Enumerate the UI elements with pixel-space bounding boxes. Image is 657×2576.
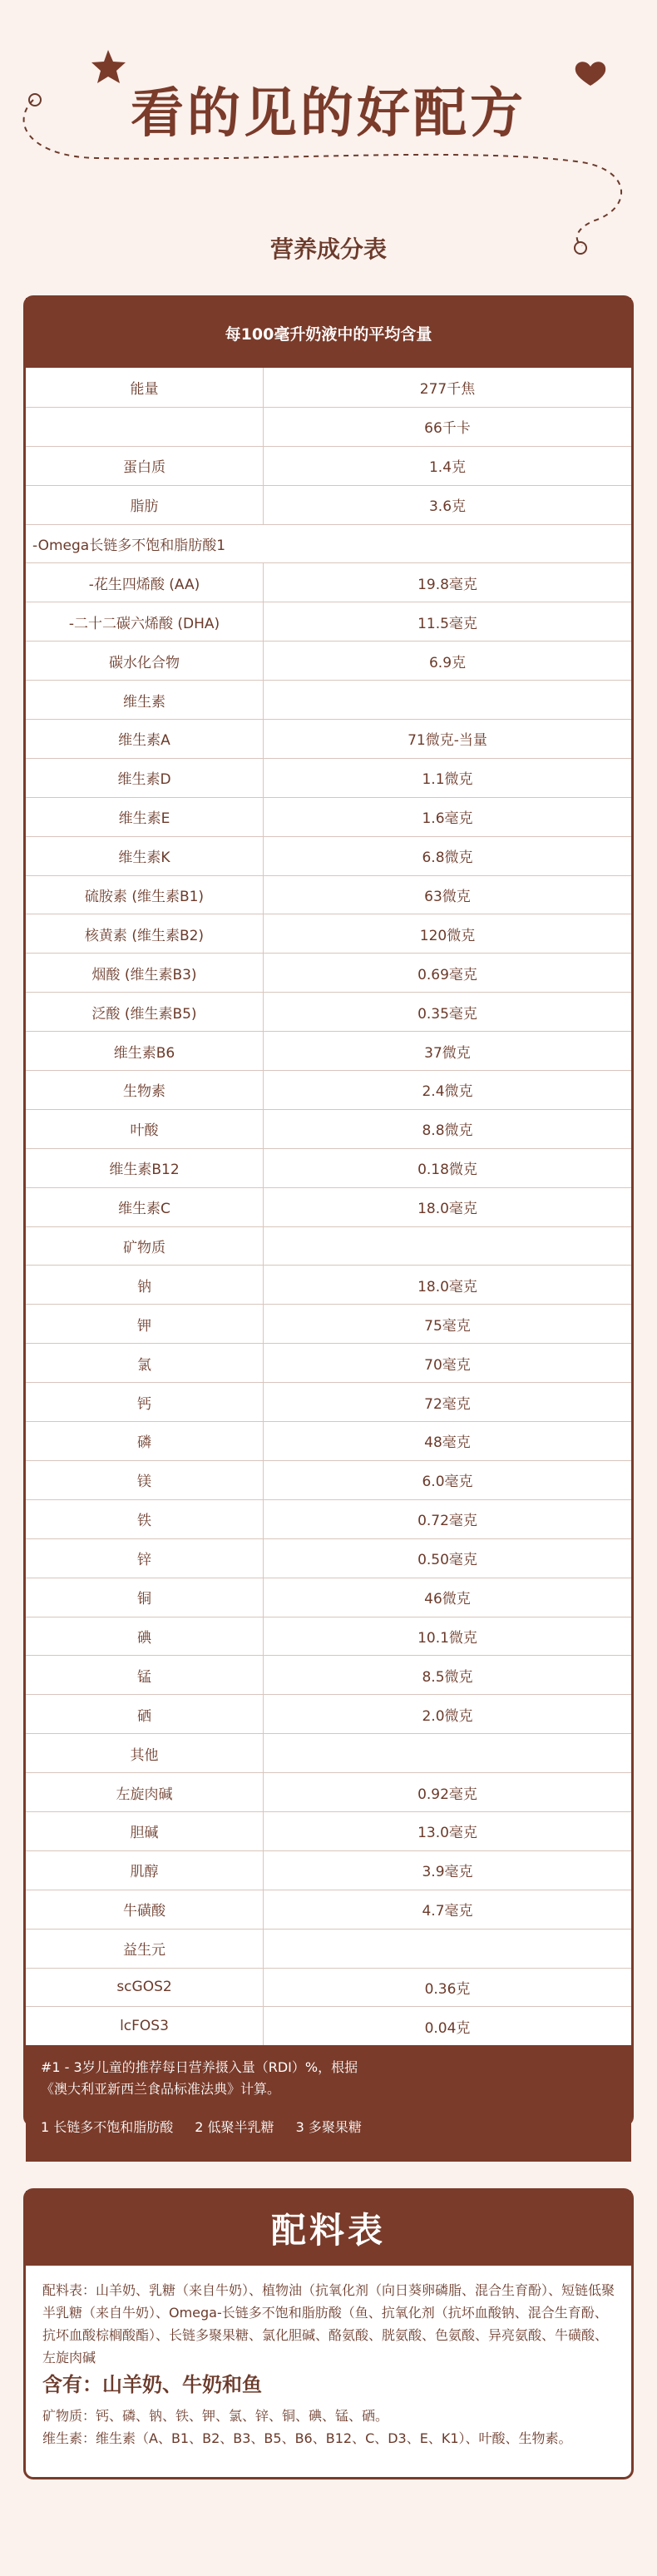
table-footnote bbox=[26, 2045, 631, 2162]
table-row bbox=[26, 1850, 631, 1890]
nutrient-name: 生物素 bbox=[26, 1071, 264, 1109]
table-row bbox=[26, 1968, 631, 2007]
page-subtitle: 营养成分表 bbox=[269, 235, 387, 263]
footnote-line: 《澳大利亚新西兰食品标准法典》计算。 bbox=[41, 2081, 281, 2098]
nutrient-value bbox=[264, 681, 631, 719]
nutrient-name: 益生元 bbox=[26, 1930, 264, 1968]
nutrient-value: 71微克-当量 bbox=[408, 732, 487, 750]
nutrient-name: 蛋白质 bbox=[26, 447, 264, 485]
table-row bbox=[26, 1694, 631, 1733]
nutrient-name: 泛酸 (维生素B5) bbox=[26, 993, 264, 1031]
nutrient-value: 70毫克 bbox=[424, 1356, 471, 1374]
table-row bbox=[26, 368, 631, 407]
nutrient-value bbox=[264, 1734, 631, 1772]
page-title: 看的见的好配方 bbox=[131, 83, 526, 145]
nutrient-value: 4.7毫克 bbox=[422, 1903, 473, 1920]
table-row bbox=[26, 407, 631, 446]
nutrient-value: 1.1微克 bbox=[422, 771, 473, 789]
table-row bbox=[26, 1733, 631, 1772]
table-row bbox=[26, 1343, 631, 1382]
ingredients-text: 配料表：山羊奶、乳糖（来自牛奶）、植物油（抗氧化剂（向日葵卵磷脂、混合生育酚）、短链低聚半乳糖（来自牛奶）、Omega-长链多不饱和脂肪酸（鱼、抗氧化剂（抗坏血酸钠、混合生育酚、抗坏血酸棕榈酸酯）、长链多聚果糖、氯化胆碱、酪氨酸、胱氨酸、色氨酸、异亮氨酸、牛磺酸、左旋肉碱 bbox=[42, 2282, 615, 2365]
table-row bbox=[26, 1304, 631, 1343]
nutrient-value: 48毫克 bbox=[424, 1434, 471, 1452]
nutrient-name: 维生素B6 bbox=[26, 1032, 264, 1070]
nutrient-name: 矿物质 bbox=[26, 1227, 264, 1266]
nutrient-name: scGOS2 bbox=[26, 1969, 264, 2007]
nutrient-name: 碳水化合物 bbox=[26, 642, 264, 680]
table-row bbox=[26, 1499, 631, 1538]
table-row bbox=[26, 485, 631, 524]
nutrient-name: 牛磺酸 bbox=[26, 1890, 264, 1929]
nutrient-name: 锌 bbox=[26, 1539, 264, 1578]
nutrient-value: 120微克 bbox=[419, 927, 476, 944]
table-row bbox=[26, 1538, 631, 1578]
footnote-item: 2 低聚半乳糖 bbox=[195, 2119, 274, 2136]
footnote-item: 3 多聚果糖 bbox=[295, 2119, 362, 2136]
nutrient-value: 8.8微克 bbox=[422, 1122, 473, 1140]
nutrient-name: 维生素D bbox=[26, 759, 264, 797]
ingredients-title: 配料表 bbox=[26, 2191, 631, 2266]
nutrient-value: 0.04克 bbox=[424, 2019, 471, 2037]
table-row bbox=[26, 1890, 631, 1929]
nutrient-value: 0.35毫克 bbox=[417, 1005, 477, 1023]
nutrient-name: 维生素B12 bbox=[26, 1149, 264, 1187]
nutrient-value: 0.36克 bbox=[424, 1980, 471, 1998]
nutrient-value bbox=[264, 1227, 631, 1266]
table-row bbox=[26, 1187, 631, 1226]
nutrient-value: 0.72毫克 bbox=[417, 1513, 477, 1530]
table-row bbox=[26, 1226, 631, 1266]
nutrient-value: 72毫克 bbox=[424, 1395, 471, 1413]
nutrient-name: 胆碱 bbox=[26, 1812, 264, 1850]
table-row bbox=[26, 680, 631, 719]
table-row bbox=[26, 836, 631, 875]
table-row bbox=[26, 524, 631, 563]
table-row bbox=[26, 1460, 631, 1499]
nutrient-name: 锰 bbox=[26, 1656, 264, 1694]
table-body bbox=[26, 368, 631, 2045]
nutrient-value: 66千卡 bbox=[424, 420, 471, 438]
nutrient-value: 277千焦 bbox=[419, 380, 476, 398]
minerals-text: 矿物质：钙、磷、钠、铁、钾、氯、锌、铜、碘、锰、硒。 bbox=[42, 2408, 389, 2424]
nutrient-value bbox=[264, 1930, 631, 1968]
table-row bbox=[26, 1070, 631, 1109]
nutrient-name: 硫胺素 (维生素B1) bbox=[26, 876, 264, 914]
nutrient-value: 46微克 bbox=[424, 1591, 471, 1608]
nutrient-name: 钙 bbox=[26, 1383, 264, 1421]
table-heading: 每100毫升奶液中的平均含量 bbox=[26, 298, 631, 368]
table-row bbox=[26, 1655, 631, 1694]
nutrient-value: 2.0微克 bbox=[422, 1707, 473, 1725]
nutrient-name: 烟酸 (维生素B3) bbox=[26, 954, 264, 992]
nutrition-table bbox=[23, 295, 634, 2136]
nutrient-name: 磷 bbox=[26, 1422, 264, 1460]
nutrient-name: 硒 bbox=[26, 1695, 264, 1733]
nutrient-value: 13.0毫克 bbox=[417, 1825, 477, 1842]
nutrient-name: 铁 bbox=[26, 1500, 264, 1538]
nutrient-value: 11.5毫克 bbox=[417, 615, 477, 632]
nutrient-value: 6.8微克 bbox=[422, 850, 473, 867]
nutrient-name: -Omega长链多不饱和脂肪酸1 bbox=[32, 537, 226, 554]
nutrient-value: 2.4微克 bbox=[422, 1083, 473, 1101]
nutrient-name: 铜 bbox=[26, 1578, 264, 1617]
nutrient-value: 6.0毫克 bbox=[422, 1474, 473, 1491]
table-row bbox=[26, 1772, 631, 1811]
nutrient-name: lcFOS3 bbox=[26, 2007, 264, 2045]
nutrient-value: 0.69毫克 bbox=[417, 966, 477, 983]
nutrient-name: 维生素C bbox=[26, 1188, 264, 1226]
table-row bbox=[26, 992, 631, 1031]
table-row bbox=[26, 2006, 631, 2045]
nutrient-name: 肌醇 bbox=[26, 1851, 264, 1890]
nutrient-value: 18.0毫克 bbox=[417, 1201, 477, 1218]
nutrient-name: 其他 bbox=[26, 1734, 264, 1772]
nutrient-name: 叶酸 bbox=[26, 1110, 264, 1148]
table-row bbox=[26, 1148, 631, 1187]
table-row bbox=[26, 1617, 631, 1656]
table-row bbox=[26, 953, 631, 992]
table-row bbox=[26, 602, 631, 641]
table-row bbox=[26, 1031, 631, 1070]
table-row bbox=[26, 1265, 631, 1304]
nutrient-name: 氯 bbox=[26, 1344, 264, 1382]
table-row bbox=[26, 719, 631, 758]
table-row bbox=[26, 1421, 631, 1460]
nutrient-value: 0.92毫克 bbox=[417, 1786, 477, 1803]
table-row bbox=[26, 1811, 631, 1850]
nutrient-value: 19.8毫克 bbox=[417, 576, 477, 593]
nutrient-name: 左旋肉碱 bbox=[26, 1773, 264, 1811]
table-row bbox=[26, 446, 631, 485]
nutrient-name: 钠 bbox=[26, 1266, 264, 1304]
vitamins-text: 维生素：维生素（A、B1、B2、B3、B5、B6、B12、C、D3、E、K1）、叶酸、生物素。 bbox=[42, 2430, 572, 2446]
nutrient-value: 1.4克 bbox=[428, 459, 467, 477]
nutrient-value: 63微克 bbox=[424, 889, 471, 906]
nutrient-value: 10.1微克 bbox=[417, 1629, 477, 1647]
nutrient-value: 1.6毫克 bbox=[422, 810, 473, 828]
ingredients-panel bbox=[23, 2188, 634, 2479]
table-row bbox=[26, 1929, 631, 1968]
nutrient-value: 3.6克 bbox=[428, 498, 467, 516]
nutrient-name: -二十二碳六烯酸 (DHA) bbox=[26, 602, 264, 641]
table-row bbox=[26, 1109, 631, 1148]
footnote-item: 1 长链多不饱和脂肪酸 bbox=[41, 2119, 174, 2136]
nutrient-name: 维生素 bbox=[26, 681, 264, 719]
nutrient-value: 75毫克 bbox=[424, 1317, 471, 1335]
nutrient-value: 18.0毫克 bbox=[417, 1278, 477, 1295]
nutrient-value: 37微克 bbox=[424, 1044, 471, 1062]
nutrient-name: 维生素K bbox=[26, 837, 264, 875]
nutrient-value: 3.9毫克 bbox=[422, 1864, 473, 1881]
nutrient-name: -花生四烯酸 (AA) bbox=[26, 563, 264, 602]
table-row bbox=[26, 914, 631, 953]
nutrient-value: 0.50毫克 bbox=[417, 1552, 477, 1569]
nutrient-name bbox=[26, 408, 264, 446]
nutrient-name: 镁 bbox=[26, 1461, 264, 1499]
nutrient-name: 能量 bbox=[26, 368, 264, 407]
table-row bbox=[26, 758, 631, 797]
nutrient-name: 脂肪 bbox=[26, 486, 264, 524]
header bbox=[0, 0, 657, 291]
table-row bbox=[26, 562, 631, 602]
nutrient-name: 维生素A bbox=[26, 720, 264, 758]
table-row bbox=[26, 1578, 631, 1617]
nutrient-value: 0.18微克 bbox=[417, 1162, 477, 1179]
nutrient-value: 8.5微克 bbox=[422, 1668, 473, 1686]
nutrient-value: 6.9克 bbox=[428, 654, 467, 671]
nutrient-name: 维生素E bbox=[26, 798, 264, 836]
nutrient-name: 核黄素 (维生素B2) bbox=[26, 914, 264, 953]
nutrient-name: 碘 bbox=[26, 1617, 264, 1656]
table-row bbox=[26, 797, 631, 836]
allergen-contains: 含有：山羊奶、牛奶和鱼 bbox=[42, 2373, 262, 2396]
nutrient-name: 钾 bbox=[26, 1305, 264, 1343]
table-row bbox=[26, 641, 631, 680]
footnote-line: #1 - 3岁儿童的推荐每日营养摄入量（RDI）%，根据 bbox=[41, 2059, 358, 2076]
table-row bbox=[26, 1382, 631, 1421]
table-row bbox=[26, 875, 631, 914]
